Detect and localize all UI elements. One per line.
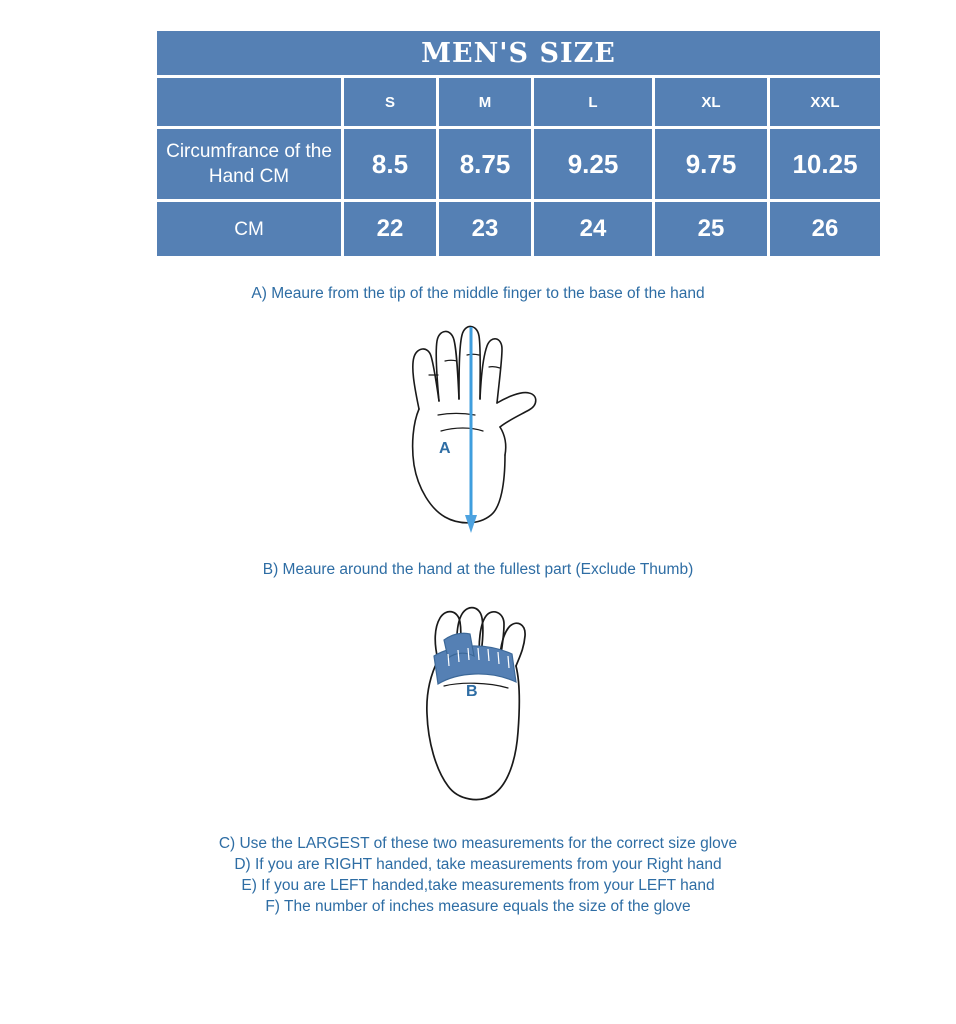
header-cell-m: M: [439, 78, 531, 126]
table-row: [157, 202, 880, 256]
cell-circumference-xl: 9.75: [655, 129, 767, 199]
table-header-row: [157, 78, 880, 126]
open-hand-icon: [383, 313, 573, 545]
header-cell-l: L: [534, 78, 652, 126]
cell-circumference-m: 8.75: [439, 129, 531, 199]
note-d: D) If you are RIGHT handed, take measurements from your Right hand: [234, 856, 722, 873]
cell-cm-xl: 25: [655, 202, 767, 256]
cell-cm-m: 23: [439, 202, 531, 256]
table-row: [157, 129, 880, 199]
cell-circumference-l: 9.25: [534, 129, 652, 199]
cell-circumference-s: 8.5: [344, 129, 436, 199]
cell-cm-s: 22: [344, 202, 436, 256]
caption-a: A) Meaure from the tip of the middle finger to the base of the hand: [251, 285, 705, 302]
fist-with-tape-icon: [400, 590, 560, 818]
row-label-cm: CM: [157, 202, 341, 256]
hand-length-diagram: [383, 313, 573, 545]
page-title: MEN'S SIZE: [157, 31, 880, 75]
table-title-row: [157, 31, 880, 75]
caption-b: B) Meaure around the hand at the fullest part (Exclude Thumb): [262, 561, 694, 578]
size-chart-table: [154, 28, 883, 259]
cell-cm-xxl: 26: [770, 202, 880, 256]
figure-a-letter: A: [439, 440, 451, 457]
note-c: C) Use the LARGEST of these two measurements for the correct size glove: [218, 835, 738, 852]
header-cell-xxl: XXL: [770, 78, 880, 126]
header-cell-s: S: [344, 78, 436, 126]
cell-cm-l: 24: [534, 202, 652, 256]
row-label-circumference: Circumfrance of the Hand CM: [157, 129, 341, 199]
note-e: E) If you are LEFT handed,take measurements from your LEFT hand: [241, 877, 715, 894]
note-f: F) The number of inches measure equals the size of the glove: [265, 898, 691, 915]
header-cell-blank: [157, 78, 341, 126]
footer-notes: [0, 833, 956, 917]
cell-circumference-xxl: 10.25: [770, 129, 880, 199]
figure-b-letter: B: [466, 683, 478, 700]
header-cell-xl: XL: [655, 78, 767, 126]
hand-circumference-diagram: [400, 590, 560, 818]
